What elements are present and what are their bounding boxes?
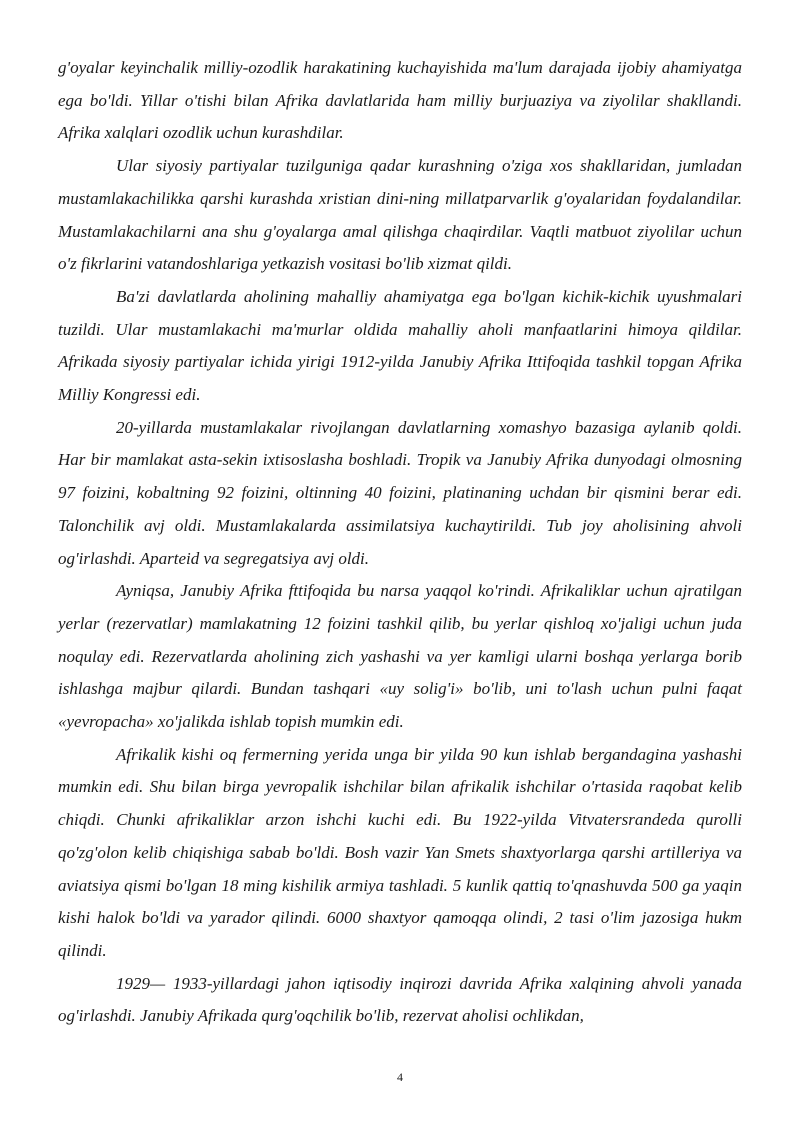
paragraph-1: g'oyalar keyinchalik milliy-ozodlik harakatining kuchayishida ma'lum darajada ijobiy ahamiyatga ega bo'ldi. Yillar o'tishi bilan Afrika davlatlarida ham milliy burjuaziya va ziyolilar shakllandi. Afrika xalqlari ozodlik uchun kurashdilar.: [58, 58, 742, 143]
paragraph-7: 1929— 1933-yillardagi jahon iqtisodiy inqirozi davrida Afrika xalqining ahvoli yanada og'irlashdi. Janubiy Afrikada qurg'oqchilik bo'lib, rezervat aholisi ochlikdan,: [58, 973, 742, 1026]
paragraph-6: Afrikalik kishi oq fermerning yerida unga bir yilda 90 kun ishlab bergandagina yashashi mumkin edi. Shu bilan birga yevropalik ishchilar bilan afrikalik ishchilar o'rtasida raqobat kelib chiqdi. Chunki afrikaliklar arzon ishchi kuchi edi. Bu 1922-yilda Vitvatersrandeda qurolli qo'zg'olon kelib chiqishiga sabab bo'ldi. Bosh vazir Yan Smets shaxtyorlarga qarshi artilleriya va aviatsiya qismi bo'lgan 18 ming kishilik armiya tashladi. 5 kunlik qattiq to'qnashuvda 500 ga yaqin kishi halok bo'ldi va yarador qilindi. 6000 shaxtyor qamoqqa olindi, 2 tasi o'lim jazosiga hukm qilindi.: [58, 744, 742, 960]
paragraph-5: Ayniqsa, Janubiy Afrika fttifoqida bu narsa yaqqol ko'rindi. Afrikaliklar uchun ajratilgan yerlar (rezervatlar) mamlakatning 12 foizini tashkil qilib, bu yerlar qishloq xo'jaligi uchun juda noqulay edi. Rezervatlarda aholining zich yashashi va yer kamligi ularni boshqa yerlarga borib ishlashga majbur qilardi. Bundan tashqari «uy solig'i» bo'lib, uni to'lash uchun pulni faqat «yevropacha» xo'jalikda ishlab topish mumkin edi.: [58, 581, 742, 732]
paragraph-4: 20-yillarda mustamlakalar rivojlangan davlatlarning xomashyo bazasiga aylanib qoldi. Har bir mamlakat asta-sekin ixtisoslasha boshladi. Tropik va Janubiy Afrika dunyodagi olmosning 97 foizini, kobaltning 92 foizini, oltinning 40 foizini, platinaning uchdan bir qismini berar edi. Talonchilik avj oldi. Mustamlakalarda assimilatsiya kuchaytirildi. Tub joy aholisining ahvoli og'irlashdi. Aparteid va segregatsiya avj oldi.: [58, 417, 742, 568]
document-body: [58, 52, 742, 1033]
paragraph-2: Ular siyosiy partiyalar tuzilguniga qadar kurashning o'ziga xos shakllaridan, jumladan mustamlakachilikka qarshi kurashda xristian dini-ning millatparvarlik g'oyalaridan foydalandilar. Mustamlakachilarni ana shu g'oyalarga amal qilishga chaqirdilar. Vaqtli matbuot ziyolilar uchun o'z fikrlarini vatandoshlariga yetkazish vositasi bo'lib xizmat qildi.: [58, 156, 742, 274]
page-number: 4: [397, 1070, 403, 1084]
paragraph-3: Ba'zi davlatlarda aholining mahalliy ahamiyatga ega bo'lgan kichik-kichik uyushmalari tuzildi. Ular mustamlakachi ma'murlar oldida mahalliy aholi manfaatlarini himoya qildilar. Afrikada siyosiy partiyalar ichida yirigi 1912-yilda Janubiy Afrika Ittifoqida tashkil topgan Afrika Milliy Kongressi edi.: [58, 286, 742, 405]
